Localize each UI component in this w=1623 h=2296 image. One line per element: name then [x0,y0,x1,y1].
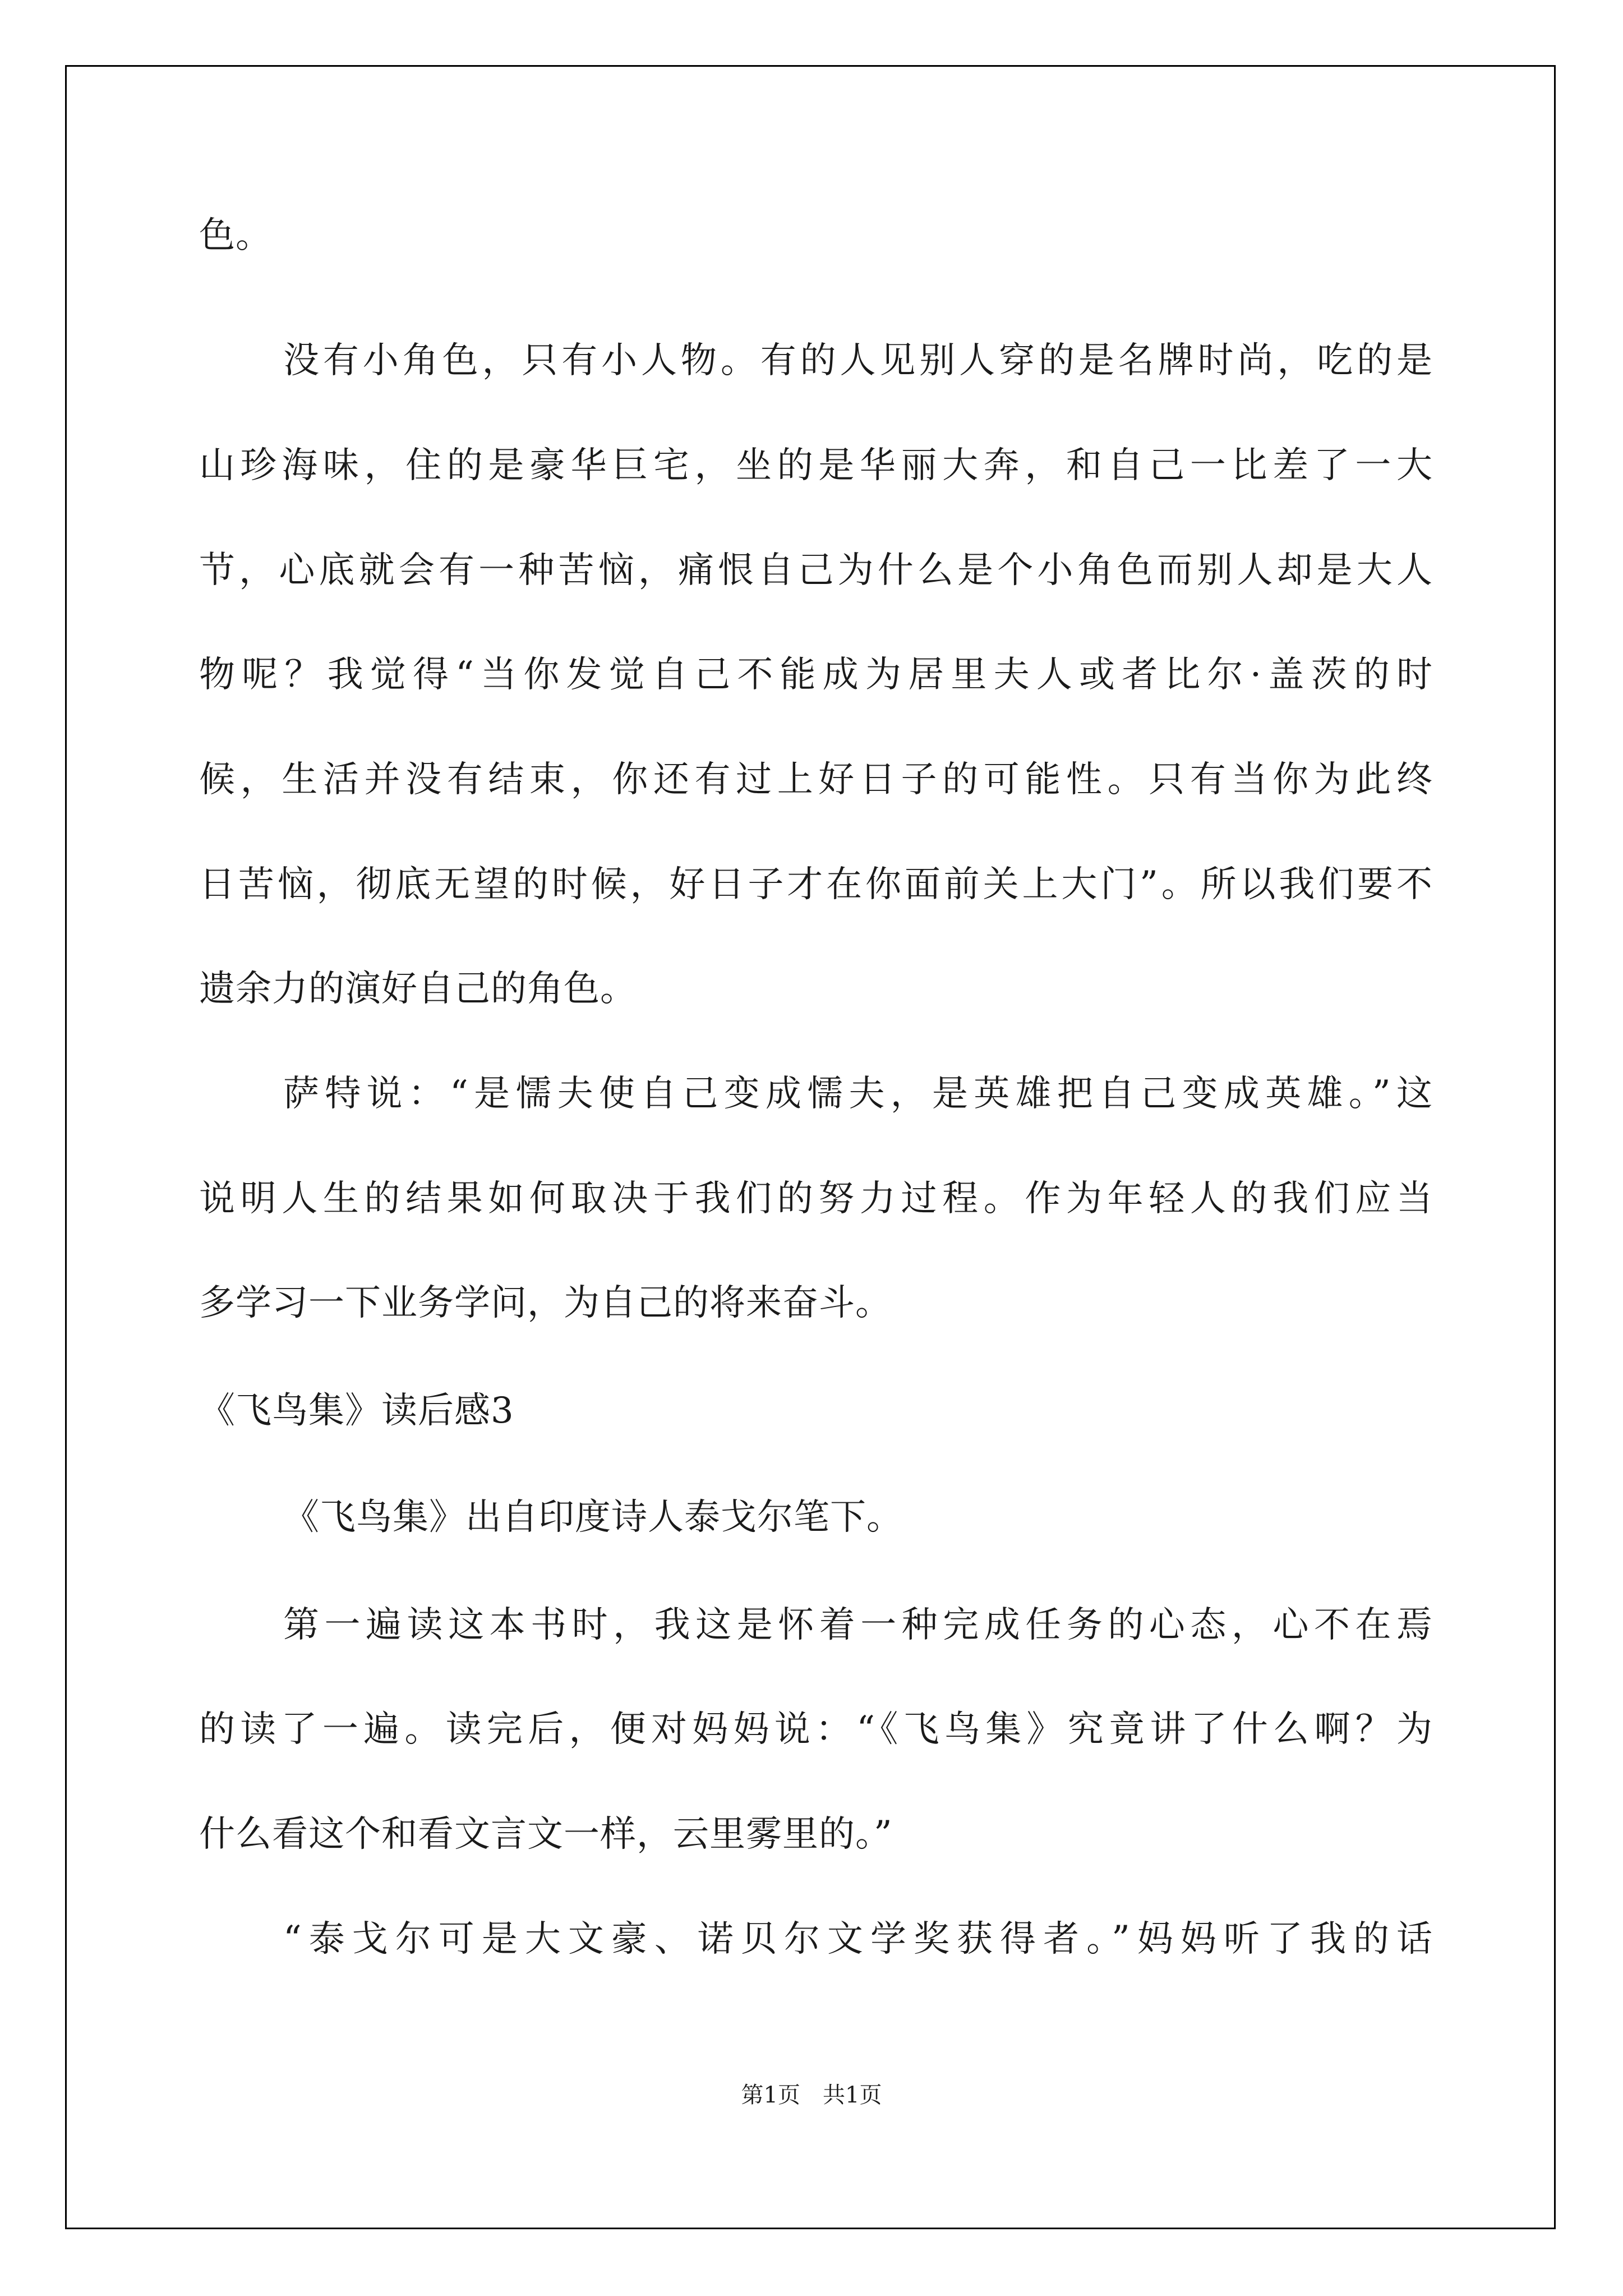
body-line: 节，心底就会有一种苦恼，痛恨自己为什么是个小角色而别人却是大人 [199,550,1433,591]
body-line: 没有小角色，只有小人物。有的人见别人穿的是名牌时尚，吃的是 [283,340,1433,381]
body-line: 的读了一遍。读完后，便对妈妈说：“《飞鸟集》究竟讲了什么啊？为 [199,1709,1433,1750]
body-line: 遗余力的演好自己的角色。 [199,968,637,1010]
section-heading: 《飞鸟集》读后感3 [199,1390,514,1432]
body-line: 多学习一下业务学问，为自己的将来奋斗。 [199,1282,892,1324]
page-footer [0,2081,1623,2109]
body-line: 日苦恼，彻底无望的时候，好日子才在你面前关上大门”。所以我们要不 [199,864,1433,905]
page-border [65,65,1556,2229]
body-line: “泰戈尔可是大文豪、诺贝尔文学奖获得者。”妈妈听了我的话 [283,1918,1433,1960]
body-line: 物呢？我觉得“当你发觉自己不能成为居里夫人或者比尔·盖茨的时 [199,654,1433,696]
body-line: 色。 [199,215,272,256]
body-line: 萨特说：“是懦夫使自己变成懦夫，是英雄把自己变成英雄。”这 [283,1073,1433,1115]
body-line: 候，生活并没有结束，你还有过上好日子的可能性。只有当你为此终 [199,759,1433,800]
body-line: 什么看这个和看文言文一样，云里雾里的。” [199,1814,893,1855]
body-line: 第一遍读这本书时，我这是怀着一种完成任务的心态，心不在焉 [283,1604,1433,1646]
page-number: 第1页 [741,2082,800,2108]
page-total: 共1页 [823,2082,882,2108]
body-line: 说明人生的结果如何取决于我们的努力过程。作为年轻人的我们应当 [199,1178,1433,1220]
body-line: 《飞鸟集》出自印度诗人泰戈尔笔下。 [283,1497,903,1538]
body-line: 山珍海味，住的是豪华巨宅，坐的是华丽大奔，和自己一比差了一大 [199,445,1433,486]
